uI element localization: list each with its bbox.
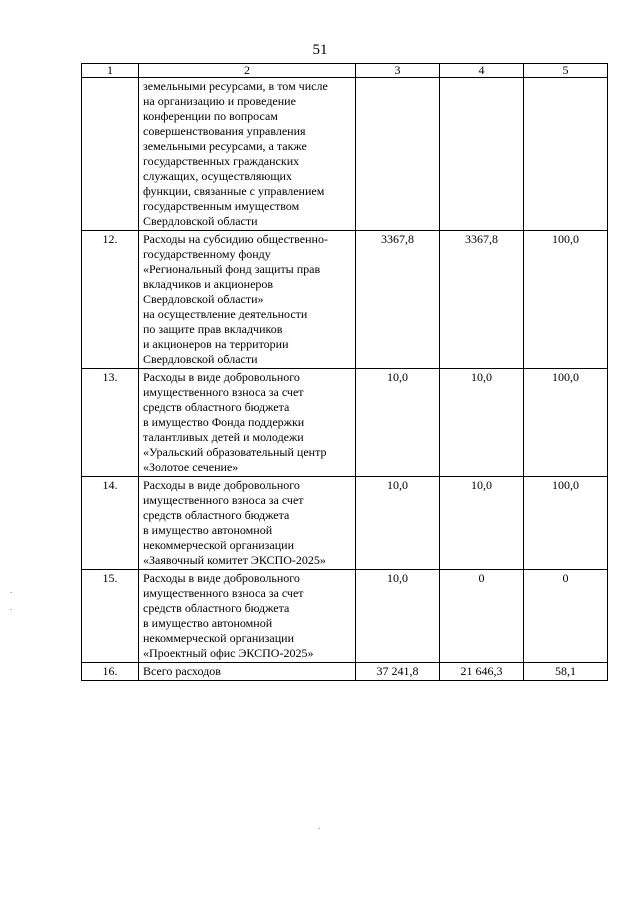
row-number: 14. xyxy=(82,477,139,570)
row-value-5 xyxy=(524,78,608,231)
row-value-5: 100,0 xyxy=(524,369,608,477)
row-value-4: 10,0 xyxy=(440,369,524,477)
row-number: 12. xyxy=(82,231,139,369)
scan-speck xyxy=(10,609,12,610)
column-header-5: 5 xyxy=(524,64,608,78)
row-value-4: 3367,8 xyxy=(440,231,524,369)
row-value-3: 10,0 xyxy=(356,570,440,663)
table-row xyxy=(82,231,608,369)
table-row xyxy=(82,570,608,663)
row-value-5: 100,0 xyxy=(524,231,608,369)
row-value-5: 100,0 xyxy=(524,477,608,570)
row-description: Расходы в виде добровольного имущественного взноса за счет средств областного бюджета в имущество автономной некоммерческой организации «Заявочный комитет ЭКСПО-2025» xyxy=(139,477,356,570)
row-value-4 xyxy=(440,78,524,231)
row-value-3: 37 241,8 xyxy=(356,663,440,681)
column-header-1: 1 xyxy=(82,64,139,78)
row-value-3: 10,0 xyxy=(356,369,440,477)
row-description: Расходы в виде добровольного имущественного взноса за счет средств областного бюджета в имущество Фонда поддержки талантливых детей и молодежи «Уральский образовательный центр «Золотое сечение» xyxy=(139,369,356,477)
column-header-2: 2 xyxy=(139,64,356,78)
row-number: 15. xyxy=(82,570,139,663)
table-row xyxy=(82,78,608,231)
table-header-row xyxy=(82,64,608,78)
row-value-4: 10,0 xyxy=(440,477,524,570)
column-header-3: 3 xyxy=(356,64,440,78)
row-value-5: 58,1 xyxy=(524,663,608,681)
column-header-4: 4 xyxy=(440,64,524,78)
row-description: Всего расходов xyxy=(139,663,356,681)
scan-speck xyxy=(10,592,12,593)
table-row xyxy=(82,369,608,477)
table-row-total xyxy=(82,663,608,681)
row-value-3: 10,0 xyxy=(356,477,440,570)
row-value-3 xyxy=(356,78,440,231)
row-value-4: 0 xyxy=(440,570,524,663)
scan-speck xyxy=(318,828,320,829)
row-description: Расходы на субсидию общественно- государственному фонду «Региональный фонд защиты прав вкладчиков и акционеров Свердловской области» на осуществление деятельности по защите прав вкладчиков и акционеров на территории Свердловской области xyxy=(139,231,356,369)
row-description: земельными ресурсами, в том числе на организацию и проведение конференции по вопросам совершенствования управления земельными ресурсами, а также государственных гражданских служащих, осуществляющих функции, связанные с управлением государственным имуществом Свердловской области xyxy=(139,78,356,231)
page-number: 51 xyxy=(312,42,328,58)
row-value-5: 0 xyxy=(524,570,608,663)
table-row xyxy=(82,477,608,570)
row-number: 16. xyxy=(82,663,139,681)
report-table xyxy=(81,63,608,681)
row-value-4: 21 646,3 xyxy=(440,663,524,681)
row-value-3: 3367,8 xyxy=(356,231,440,369)
row-description: Расходы в виде добровольного имущественного взноса за счет средств областного бюджета в имущество автономной некоммерческой организации «Проектный офис ЭКСПО-2025» xyxy=(139,570,356,663)
row-number xyxy=(82,78,139,231)
row-number: 13. xyxy=(82,369,139,477)
